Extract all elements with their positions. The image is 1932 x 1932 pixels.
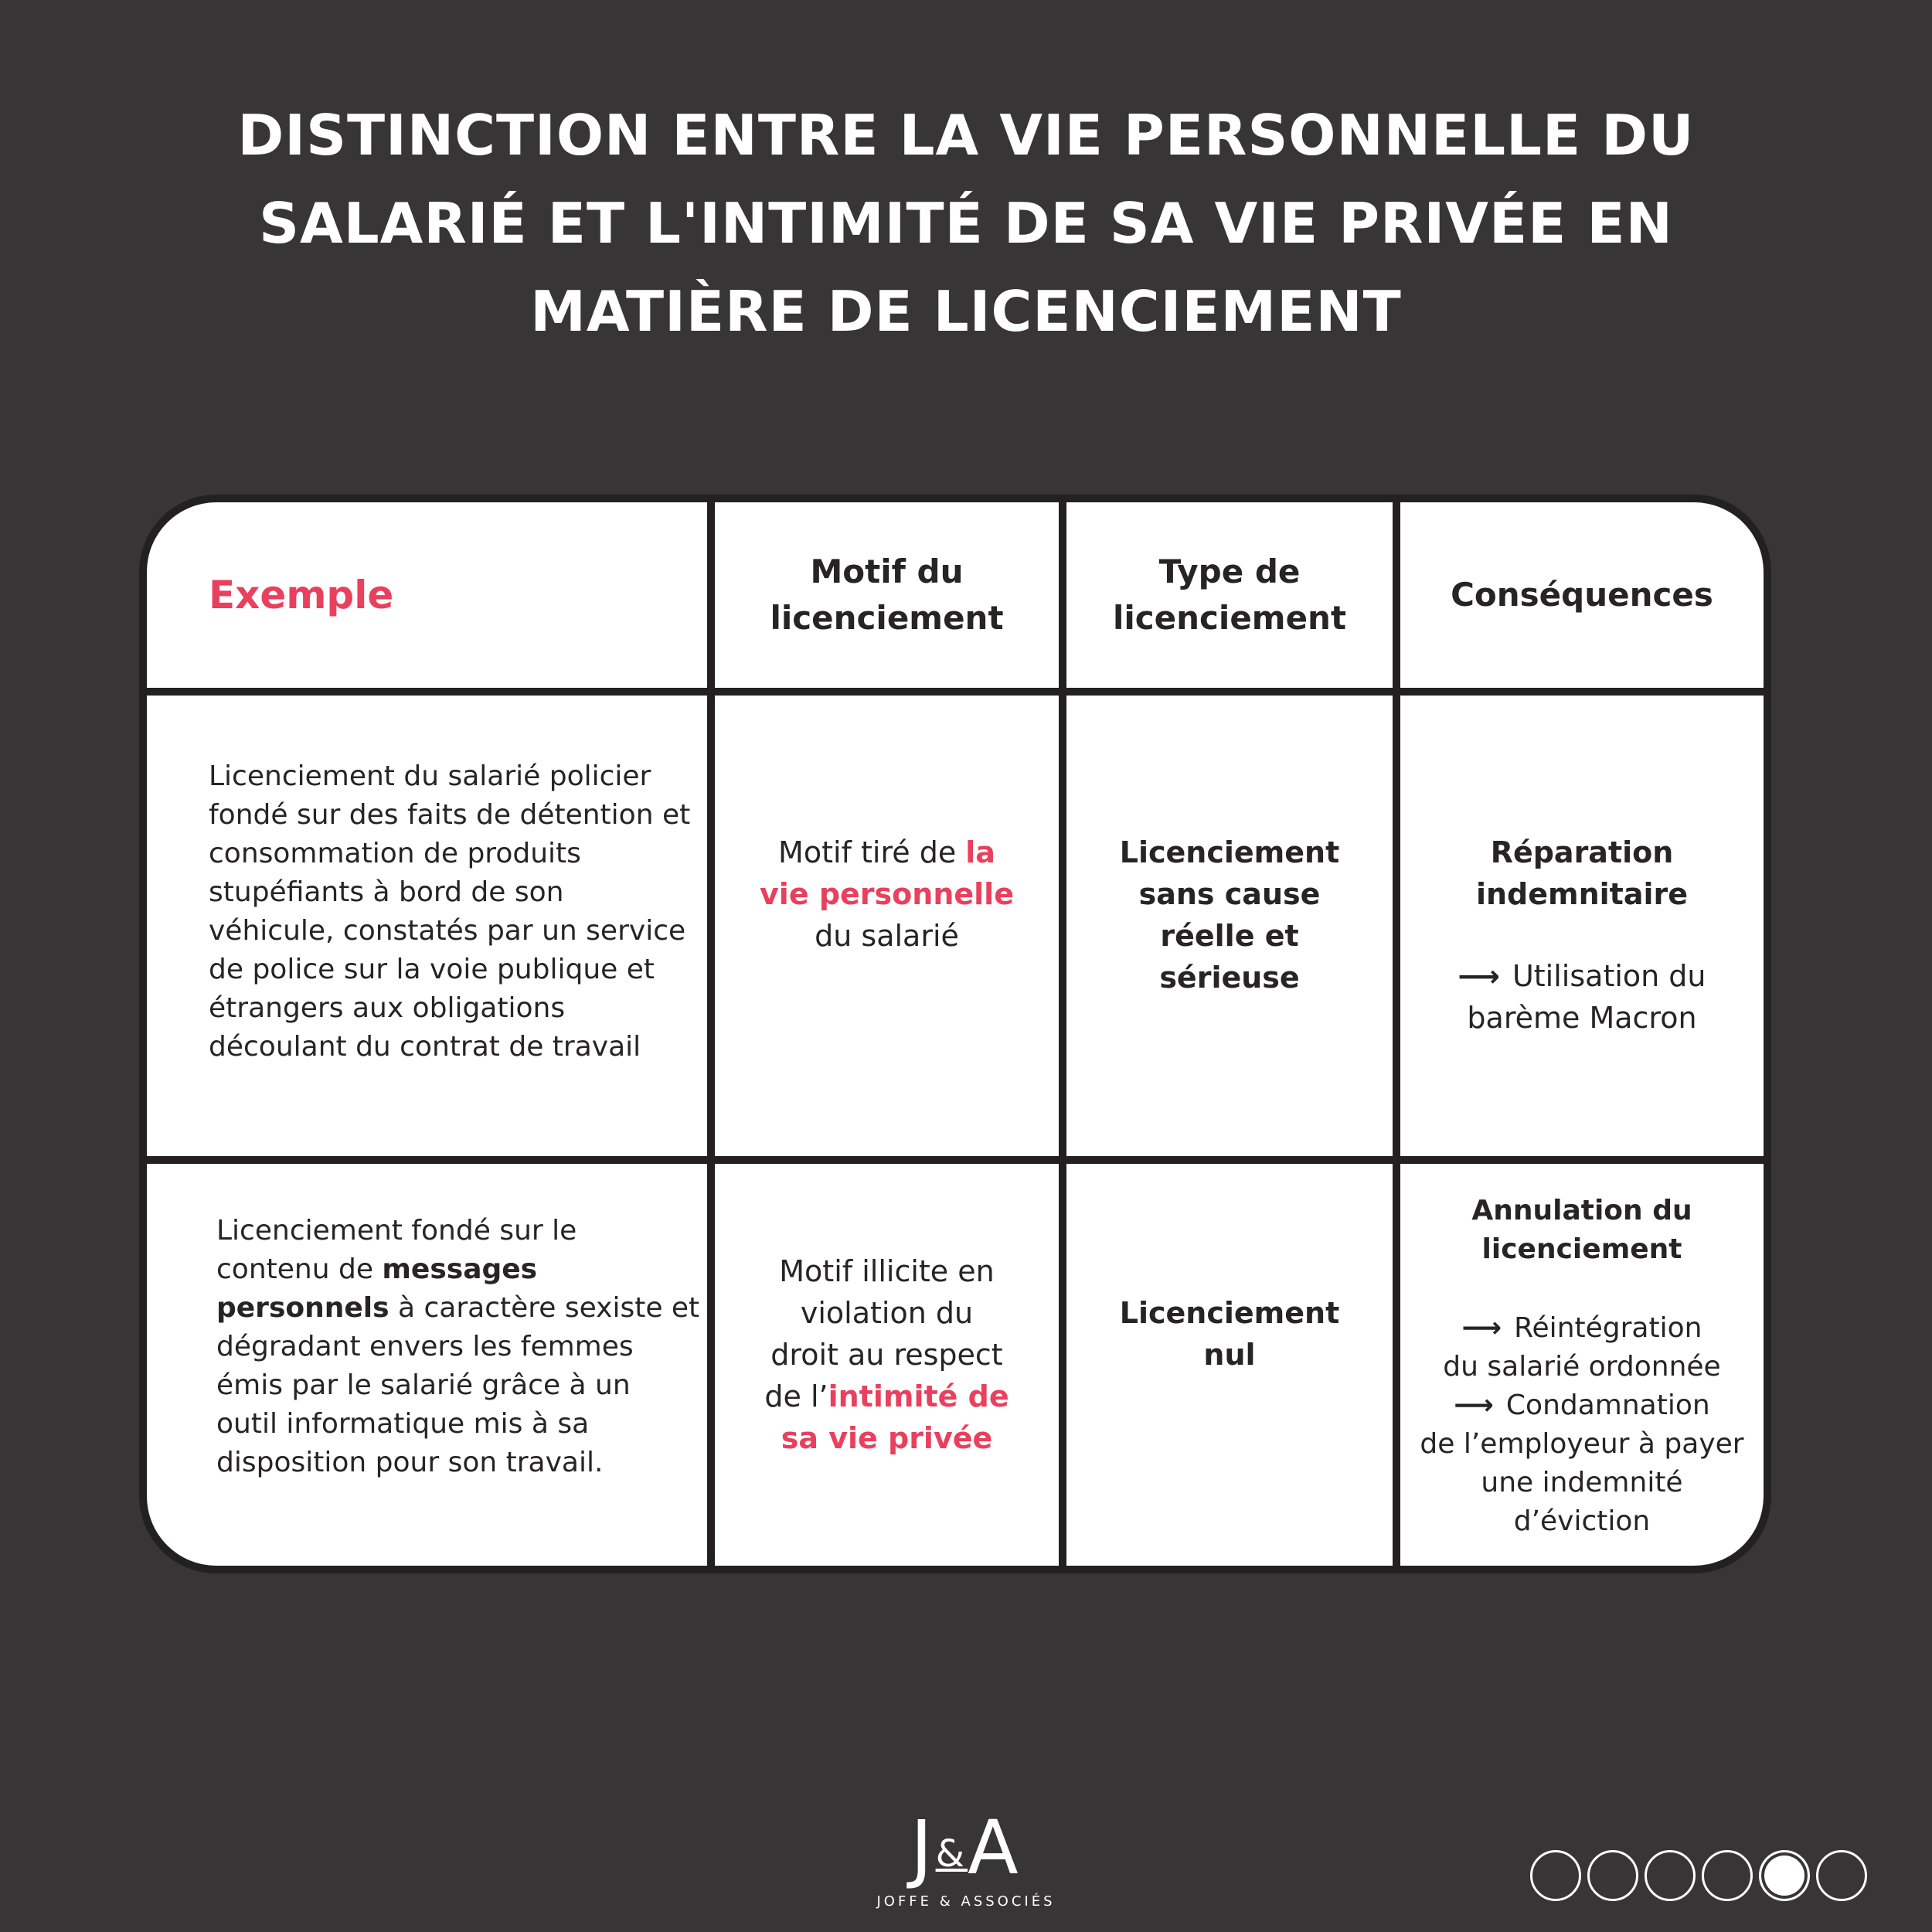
row1-example-line: véhicule, constatés par un service: [209, 915, 686, 947]
row2-cons-b3: une indemnité: [1481, 1467, 1683, 1498]
pagination-dots: [1530, 1850, 1873, 1901]
row2-example-text: [216, 1212, 699, 1482]
row2-ex-l2a: contenu de: [216, 1253, 383, 1285]
row1-type-line: sans cause: [1138, 877, 1321, 911]
row1-cons-title1: Réparation: [1490, 835, 1674, 869]
logo-letter-a: A: [968, 1804, 1022, 1891]
row2-ex-l6: outil informatique mis à sa: [216, 1408, 590, 1440]
pagination-dot[interactable]: [1702, 1850, 1753, 1901]
header-consequences: [1400, 502, 1764, 688]
header-consequences-label: Conséquences: [1451, 576, 1713, 614]
row1-motif-a: Motif tiré de: [778, 835, 966, 869]
row2-motif-l4b: intimité de: [828, 1379, 1009, 1413]
row2-motif-l4a: de l’: [764, 1379, 828, 1413]
row1-motif-cell: [715, 696, 1059, 1156]
row2-cons-a1: Réintégration: [1514, 1312, 1702, 1344]
row1-type-text: [1066, 832, 1393, 998]
row1-example-line: stupéfiants à bord de son: [209, 876, 564, 908]
comparison-table: [139, 495, 1771, 1573]
row2-motif-l1: Motif illicite en: [779, 1254, 995, 1288]
row1-cons-line2: barème Macron: [1467, 1001, 1697, 1035]
row2-ex-l5: émis par le salarié grâce à un: [216, 1369, 631, 1401]
row2-motif-l3: droit au respect: [770, 1338, 1003, 1372]
row2-cons-title2: licenciement: [1481, 1233, 1682, 1265]
row1-example-cell: [147, 696, 707, 1156]
row1-motif-d: du salarié: [815, 919, 959, 953]
row2-example-cell: [147, 1164, 707, 1566]
row2-consequences-text: [1400, 1192, 1764, 1541]
row2-ex-l3a: personnels: [216, 1292, 389, 1324]
arrow-right-icon: ⟶: [1461, 1312, 1502, 1344]
row2-ex-l7: disposition pour son travail.: [216, 1447, 604, 1478]
row1-motif-text: [715, 832, 1059, 957]
brand-logo: [873, 1805, 1059, 1910]
row1-example-line: Licenciement du salarié policier: [209, 760, 651, 792]
arrow-right-icon: ⟶: [1454, 1389, 1494, 1421]
logo-letter-j: J: [910, 1804, 936, 1891]
pagination-dot[interactable]: [1759, 1850, 1810, 1901]
row2-type-l1: Licenciement: [1119, 1296, 1340, 1330]
row2-ex-l4: dégradant envers les femmes: [216, 1331, 634, 1362]
row1-type-line: Licenciement: [1119, 835, 1340, 869]
row1-type-line: réelle et: [1160, 919, 1299, 953]
row2-ex-l1: Licenciement fondé sur le: [216, 1215, 577, 1247]
row2-cons-b1: Condamnation: [1505, 1389, 1710, 1421]
row1-type-cell: [1066, 696, 1393, 1156]
row2-ex-l2b: messages: [382, 1253, 538, 1285]
row2-motif-l2: violation du: [800, 1296, 974, 1330]
pagination-dot[interactable]: [1530, 1850, 1581, 1901]
pagination-dot[interactable]: [1587, 1850, 1638, 1901]
header-motif-line2: licenciement: [770, 599, 1004, 637]
row2-ex-l3b: à caractère sexiste et: [389, 1292, 700, 1324]
row1-motif-c: vie personnelle: [760, 877, 1014, 911]
row2-type-cell: [1066, 1164, 1393, 1566]
header-example: [147, 502, 707, 688]
pagination-dot[interactable]: [1645, 1850, 1696, 1901]
row1-example-line: étrangers aux obligations: [209, 992, 566, 1024]
row1-cons-line1: Utilisation du: [1512, 959, 1706, 993]
header-type-line1: Type de: [1158, 553, 1301, 590]
row2-cons-a2: du salarié ordonnée: [1443, 1351, 1721, 1383]
title-line-3: MATIÈRE DE LICENCIEMENT: [530, 279, 1402, 344]
row1-consequences-text: [1400, 832, 1764, 1039]
header-type-line2: licenciement: [1112, 599, 1347, 637]
row1-example-line: consommation de produits: [209, 838, 581, 869]
row2-type-text: [1066, 1292, 1393, 1376]
header-motif-line1: Motif du: [810, 553, 964, 590]
row2-motif-l5: sa vie privée: [781, 1421, 993, 1455]
row2-type-l2: nul: [1203, 1338, 1256, 1372]
row2-motif-text: [715, 1250, 1059, 1459]
row2-motif-cell: [715, 1164, 1059, 1566]
header-type: [1066, 502, 1393, 688]
row1-example-line: découlant du contrat de travail: [209, 1031, 641, 1063]
row2-consequences-cell: [1400, 1164, 1764, 1566]
pagination-dot[interactable]: [1816, 1850, 1867, 1901]
title-line-2: SALARIÉ ET L'INTIMITÉ DE SA VIE PRIVÉE EN: [259, 191, 1673, 256]
row2-cons-title1: Annulation du: [1471, 1195, 1692, 1226]
page-title: [116, 91, 1816, 355]
header-motif: [715, 502, 1059, 688]
row1-cons-title2: indemnitaire: [1475, 877, 1689, 911]
row1-example-text: [209, 757, 690, 1066]
row2-cons-b4: d’éviction: [1513, 1505, 1651, 1537]
row1-motif-b: la: [965, 835, 995, 869]
header-example-label: Exemple: [209, 573, 394, 617]
row1-type-line: sérieuse: [1159, 961, 1300, 995]
row2-cons-b2: de l’employeur à payer: [1420, 1428, 1744, 1460]
logo-subtitle: JOFFE & ASSOCIÉS: [876, 1893, 1056, 1910]
title-line-1: DISTINCTION ENTRE LA VIE PERSONNELLE DU: [237, 103, 1695, 168]
row1-example-line: de police sur la voie publique et: [209, 954, 655, 985]
logo-ampersand: &: [935, 1832, 968, 1876]
row1-consequences-cell: [1400, 696, 1764, 1156]
arrow-right-icon: ⟶: [1458, 959, 1500, 993]
row1-example-line: fondé sur des faits de détention et: [209, 799, 691, 831]
